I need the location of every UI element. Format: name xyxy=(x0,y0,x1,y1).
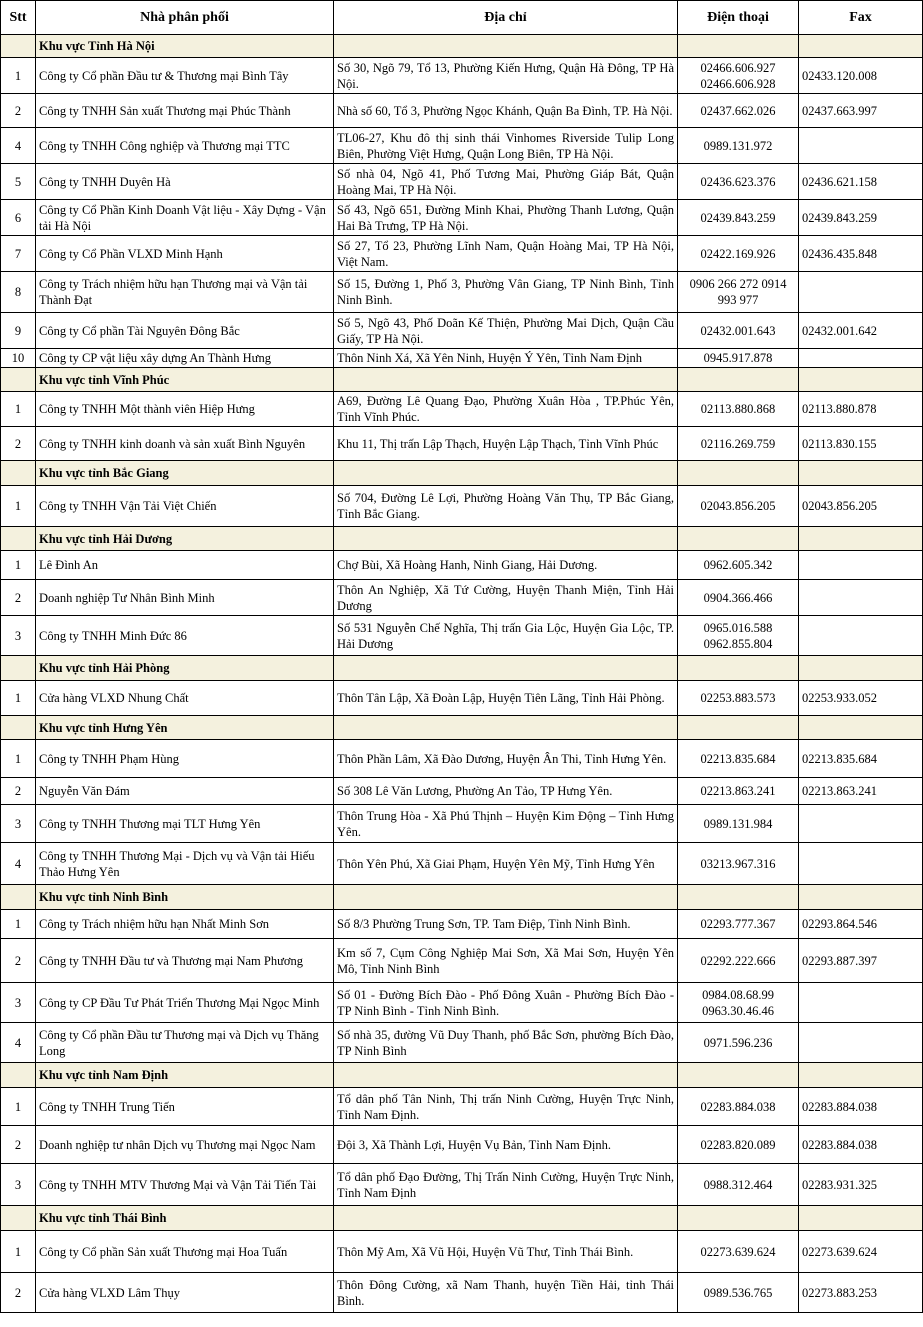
table-row xyxy=(1,392,923,427)
row-fax xyxy=(799,551,923,580)
row-phone: 02293.777.367 xyxy=(678,910,799,939)
row-distributor-name: Công ty TNHH Công nghiệp và Thương mại TTC xyxy=(36,128,334,164)
row-distributor-name: Công ty TNHH Thương Mại - Dịch vụ và Vận tải Hiếu Thảo Hưng Yên xyxy=(36,843,334,885)
row-stt: 1 xyxy=(1,551,36,580)
header-stt: Stt xyxy=(1,1,36,35)
table-row xyxy=(1,551,923,580)
row-fax: 02043.856.205 xyxy=(799,486,923,527)
row-fax: 02283.884.038 xyxy=(799,1126,923,1164)
row-stt: 1 xyxy=(1,486,36,527)
row-address: Số nhà 35, đường Vũ Duy Thanh, phố Bắc Sơn, phường Bích Đào, TP Ninh Bình xyxy=(334,1023,678,1063)
region-row xyxy=(1,716,923,740)
row-distributor-name: Doanh nghiệp tư nhân Dịch vụ Thương mại Ngọc Nam xyxy=(36,1126,334,1164)
row-distributor-name: Công ty TNHH kinh doanh và sản xuất Bình Nguyên xyxy=(36,427,334,461)
row-stt: 1 xyxy=(1,1231,36,1273)
region-fax-cell xyxy=(799,527,923,551)
row-stt: 1 xyxy=(1,910,36,939)
region-row xyxy=(1,527,923,551)
region-fax-cell xyxy=(799,656,923,681)
row-address: Chợ Bùi, Xã Hoàng Hanh, Ninh Giang, Hải Dương. xyxy=(334,551,678,580)
row-address: Thôn An Nghiệp, Xã Tứ Cường, Huyện Thanh Miện, Tỉnh Hải Dương xyxy=(334,580,678,616)
row-fax: 02437.663.997 xyxy=(799,94,923,128)
table-row xyxy=(1,128,923,164)
region-label: Khu vực tỉnh Vĩnh Phúc xyxy=(36,368,334,392)
row-fax xyxy=(799,843,923,885)
row-phone: 0988.312.464 xyxy=(678,1164,799,1206)
row-stt: 1 xyxy=(1,58,36,94)
header-name: Nhà phân phối xyxy=(36,1,334,35)
row-address: Số 43, Ngõ 651, Đường Minh Khai, Phường Thanh Lương, Quận Hai Bà Trưng, TP Hà Nội. xyxy=(334,200,678,236)
row-fax: 02433.120.008 xyxy=(799,58,923,94)
region-address-cell xyxy=(334,656,678,681)
region-fax-cell xyxy=(799,461,923,486)
region-row xyxy=(1,1063,923,1088)
row-fax: 02273.883.253 xyxy=(799,1273,923,1313)
row-distributor-name: Công ty Cổ phần Đầu tư Thương mại và Dịch vụ Thăng Long xyxy=(36,1023,334,1063)
row-distributor-name: Công ty Cổ Phần VLXD Minh Hạnh xyxy=(36,236,334,272)
table-row xyxy=(1,200,923,236)
table-row xyxy=(1,94,923,128)
table-row xyxy=(1,580,923,616)
table-row xyxy=(1,983,923,1023)
row-fax xyxy=(799,128,923,164)
region-address-cell xyxy=(334,35,678,58)
row-distributor-name: Công ty TNHH Một thành viên Hiệp Hưng xyxy=(36,392,334,427)
row-distributor-name: Công ty TNHH Phạm Hùng xyxy=(36,740,334,778)
row-fax: 02283.884.038 xyxy=(799,1088,923,1126)
row-fax: 02293.864.546 xyxy=(799,910,923,939)
row-phone: 03213.967.316 xyxy=(678,843,799,885)
row-distributor-name: Công ty Cổ phần Đầu tư & Thương mại Bình Tây xyxy=(36,58,334,94)
row-fax xyxy=(799,616,923,656)
row-address: Nhà số 60, Tổ 3, Phường Ngọc Khánh, Quận Ba Đình, TP. Hà Nội. xyxy=(334,94,678,128)
header-row xyxy=(1,1,923,35)
region-phone-cell xyxy=(678,885,799,910)
row-fax xyxy=(799,1023,923,1063)
row-phone: 0971.596.236 xyxy=(678,1023,799,1063)
table-row xyxy=(1,1023,923,1063)
region-row xyxy=(1,656,923,681)
row-address: Tổ dân phố Đạo Đường, Thị Trấn Ninh Cường, Huyện Trực Ninh, Tỉnh Nam Định xyxy=(334,1164,678,1206)
row-distributor-name: Công ty Trách nhiệm hữu hạn Thương mại và Vận tải Thành Đạt xyxy=(36,272,334,313)
region-fax-cell xyxy=(799,368,923,392)
row-fax: 02253.933.052 xyxy=(799,681,923,716)
row-stt: 1 xyxy=(1,740,36,778)
row-distributor-name: Lê Đình An xyxy=(36,551,334,580)
row-fax: 02293.887.397 xyxy=(799,939,923,983)
region-row xyxy=(1,368,923,392)
row-distributor-name: Cửa hàng VLXD Lâm Thụy xyxy=(36,1273,334,1313)
table-row xyxy=(1,843,923,885)
region-phone-cell xyxy=(678,527,799,551)
table-row xyxy=(1,486,923,527)
row-fax xyxy=(799,805,923,843)
header-address: Địa chỉ xyxy=(334,1,678,35)
row-phone: 02283.820.089 xyxy=(678,1126,799,1164)
region-address-cell xyxy=(334,1063,678,1088)
row-distributor-name: Công ty TNHH Đầu tư và Thương mại Nam Phương xyxy=(36,939,334,983)
row-phone: 02043.856.205 xyxy=(678,486,799,527)
region-label: Khu vực tỉnh Ninh Bình xyxy=(36,885,334,910)
row-phone: 0989.131.984 xyxy=(678,805,799,843)
region-fax-cell xyxy=(799,1206,923,1231)
region-stt-cell xyxy=(1,656,36,681)
region-stt-cell xyxy=(1,1063,36,1088)
row-fax: 02432.001.642 xyxy=(799,313,923,349)
row-fax xyxy=(799,580,923,616)
region-address-cell xyxy=(334,1206,678,1231)
row-stt: 2 xyxy=(1,94,36,128)
row-address: Khu 11, Thị trấn Lập Thạch, Huyện Lập Thạch, Tỉnh Vĩnh Phúc xyxy=(334,427,678,461)
row-phone: 0906 266 272 0914 993 977 xyxy=(678,272,799,313)
table-row xyxy=(1,349,923,368)
region-phone-cell xyxy=(678,1063,799,1088)
row-stt: 5 xyxy=(1,164,36,200)
row-stt: 1 xyxy=(1,681,36,716)
row-address: Tổ dân phố Tân Ninh, Thị trấn Ninh Cường, Huyện Trực Ninh, Tỉnh Nam Định. xyxy=(334,1088,678,1126)
row-phone: 0962.605.342 xyxy=(678,551,799,580)
row-address: Số 27, Tổ 23, Phường Lĩnh Nam, Quận Hoàng Mai, TP Hà Nội, Việt Nam. xyxy=(334,236,678,272)
table-row xyxy=(1,164,923,200)
row-stt: 3 xyxy=(1,1164,36,1206)
row-stt: 2 xyxy=(1,939,36,983)
row-address: Số 15, Đường 1, Phố 3, Phường Vân Giang, TP Ninh Bình, Tỉnh Ninh Bình. xyxy=(334,272,678,313)
row-address: Số 30, Ngõ 79, Tổ 13, Phường Kiến Hưng, Quận Hà Đông, TP Hà Nội. xyxy=(334,58,678,94)
table-row xyxy=(1,427,923,461)
region-phone-cell xyxy=(678,368,799,392)
region-fax-cell xyxy=(799,716,923,740)
region-phone-cell xyxy=(678,461,799,486)
row-phone: 02439.843.259 xyxy=(678,200,799,236)
region-label: Khu vực tỉnh Thái Bình xyxy=(36,1206,334,1231)
row-distributor-name: Công ty CP vật liệu xây dựng An Thành Hưng xyxy=(36,349,334,368)
row-phone: 02292.222.666 xyxy=(678,939,799,983)
region-label: Khu vực tỉnh Hải Dương xyxy=(36,527,334,551)
row-address: Số 531 Nguyễn Chế Nghĩa, Thị trấn Gia Lộc, Huyện Gia Lộc, TP. Hải Dương xyxy=(334,616,678,656)
row-fax xyxy=(799,349,923,368)
row-stt: 4 xyxy=(1,128,36,164)
region-fax-cell xyxy=(799,885,923,910)
row-address: Thôn Ninh Xá, Xã Yên Ninh, Huyện Ý Yên, Tỉnh Nam Định xyxy=(334,349,678,368)
row-stt: 3 xyxy=(1,616,36,656)
row-address: Thôn Phần Lâm, Xã Đào Dương, Huyện Ân Thi, Tỉnh Hưng Yên. xyxy=(334,740,678,778)
row-distributor-name: Công ty TNHH MTV Thương Mại và Vận Tải Tiến Tài xyxy=(36,1164,334,1206)
row-stt: 3 xyxy=(1,983,36,1023)
row-distributor-name: Doanh nghiệp Tư Nhân Bình Minh xyxy=(36,580,334,616)
row-phone: 02437.662.026 xyxy=(678,94,799,128)
row-stt: 2 xyxy=(1,1273,36,1313)
row-phone: 0984.08.68.99 0963.30.46.46 xyxy=(678,983,799,1023)
region-label: Khu vực tỉnh Hải Phòng xyxy=(36,656,334,681)
row-distributor-name: Công ty Trách nhiệm hữu hạn Nhất Minh Sơn xyxy=(36,910,334,939)
row-fax: 02113.880.878 xyxy=(799,392,923,427)
table-row xyxy=(1,1088,923,1126)
row-distributor-name: Công ty TNHH Minh Đức 86 xyxy=(36,616,334,656)
table-body xyxy=(1,35,923,1313)
region-stt-cell xyxy=(1,1206,36,1231)
row-address: Số 8/3 Phường Trung Sơn, TP. Tam Điệp, Tỉnh Ninh Bình. xyxy=(334,910,678,939)
row-fax: 02213.863.241 xyxy=(799,778,923,805)
row-stt: 10 xyxy=(1,349,36,368)
row-distributor-name: Công ty TNHH Sản xuất Thương mại Phúc Thành xyxy=(36,94,334,128)
row-address: Số 704, Đường Lê Lợi, Phường Hoàng Văn Thụ, TP Bắc Giang, Tỉnh Bắc Giang. xyxy=(334,486,678,527)
region-label: Khu vực tỉnh Nam Định xyxy=(36,1063,334,1088)
row-address: Thôn Yên Phú, Xã Giai Phạm, Huyện Yên Mỹ, Tỉnh Hưng Yên xyxy=(334,843,678,885)
row-fax: 02283.931.325 xyxy=(799,1164,923,1206)
table-row xyxy=(1,910,923,939)
region-label: Khu vực tỉnh Hưng Yên xyxy=(36,716,334,740)
table-row xyxy=(1,1164,923,1206)
table-row xyxy=(1,58,923,94)
row-phone: 02113.880.868 xyxy=(678,392,799,427)
row-address: Km số 7, Cụm Công Nghiệp Mai Sơn, Xã Mai Sơn, Huyện Yên Mô, Tỉnh Ninh Bình xyxy=(334,939,678,983)
row-phone: 0989.131.972 xyxy=(678,128,799,164)
row-phone: 0989.536.765 xyxy=(678,1273,799,1313)
row-stt: 2 xyxy=(1,580,36,616)
row-stt: 4 xyxy=(1,843,36,885)
region-address-cell xyxy=(334,885,678,910)
region-row xyxy=(1,1206,923,1231)
row-address: Số 5, Ngõ 43, Phố Doãn Kế Thiện, Phường Mai Dịch, Quận Cầu Giấy, TP Hà Nội. xyxy=(334,313,678,349)
row-fax: 02213.835.684 xyxy=(799,740,923,778)
row-address: Thôn Trung Hòa - Xã Phú Thịnh – Huyện Kim Động – Tỉnh Hưng Yên. xyxy=(334,805,678,843)
row-phone: 02432.001.643 xyxy=(678,313,799,349)
table-row xyxy=(1,236,923,272)
header-fax: Fax xyxy=(799,1,923,35)
row-address: Thôn Mỹ Am, Xã Vũ Hội, Huyện Vũ Thư, Tỉnh Thái Bình. xyxy=(334,1231,678,1273)
row-address: Thôn Tân Lập, Xã Đoàn Lập, Huyện Tiên Lãng, Tỉnh Hải Phòng. xyxy=(334,681,678,716)
table-row xyxy=(1,805,923,843)
region-address-cell xyxy=(334,527,678,551)
row-distributor-name: Công ty Cổ Phần Kinh Doanh Vật liệu - Xây Dựng - Vận tải Hà Nội xyxy=(36,200,334,236)
row-stt: 3 xyxy=(1,805,36,843)
region-label: Khu vực Tỉnh Hà Nội xyxy=(36,35,334,58)
row-distributor-name: Công ty Cổ phần Tài Nguyên Đông Bắc xyxy=(36,313,334,349)
row-stt: 1 xyxy=(1,1088,36,1126)
row-stt: 6 xyxy=(1,200,36,236)
row-distributor-name: Công ty CP Đầu Tư Phát Triển Thương Mại Ngọc Minh xyxy=(36,983,334,1023)
table-row xyxy=(1,778,923,805)
row-address: Thôn Đông Cường, xã Nam Thanh, huyện Tiền Hải, tỉnh Thái Bình. xyxy=(334,1273,678,1313)
row-address: Số 01 - Đường Bích Đào - Phố Đông Xuân - Phường Bích Đào - TP Ninh Bình - Tỉnh Ninh Bình. xyxy=(334,983,678,1023)
region-stt-cell xyxy=(1,368,36,392)
region-stt-cell xyxy=(1,461,36,486)
header-phone: Điện thoại xyxy=(678,1,799,35)
table-row xyxy=(1,616,923,656)
row-phone: 02253.883.573 xyxy=(678,681,799,716)
region-phone-cell xyxy=(678,656,799,681)
row-address: Đội 3, Xã Thành Lợi, Huyện Vụ Bản, Tỉnh Nam Định. xyxy=(334,1126,678,1164)
region-row xyxy=(1,461,923,486)
row-phone: 02116.269.759 xyxy=(678,427,799,461)
table-row xyxy=(1,740,923,778)
table-row xyxy=(1,939,923,983)
region-address-cell xyxy=(334,368,678,392)
row-phone: 0945.917.878 xyxy=(678,349,799,368)
table-row xyxy=(1,272,923,313)
row-distributor-name: Công ty TNHH Trung Tiến xyxy=(36,1088,334,1126)
region-address-cell xyxy=(334,461,678,486)
region-row xyxy=(1,885,923,910)
table-row xyxy=(1,1126,923,1164)
region-row xyxy=(1,35,923,58)
row-fax: 02273.639.624 xyxy=(799,1231,923,1273)
row-distributor-name: Cửa hàng VLXD Nhung Chất xyxy=(36,681,334,716)
row-address: TL06-27, Khu đô thị sinh thái Vinhomes Riverside Tulip Long Biên, Phường Việt Hưng, Quận Long Biên, TP Hà Nội. xyxy=(334,128,678,164)
row-phone: 0904.366.466 xyxy=(678,580,799,616)
row-phone: 02283.884.038 xyxy=(678,1088,799,1126)
row-phone: 0965.016.588 0962.855.804 xyxy=(678,616,799,656)
region-stt-cell xyxy=(1,716,36,740)
region-phone-cell xyxy=(678,716,799,740)
row-stt: 2 xyxy=(1,1126,36,1164)
row-fax: 02436.435.848 xyxy=(799,236,923,272)
region-stt-cell xyxy=(1,35,36,58)
row-fax xyxy=(799,983,923,1023)
row-distributor-name: Nguyễn Văn Đám xyxy=(36,778,334,805)
table-row xyxy=(1,313,923,349)
row-stt: 2 xyxy=(1,778,36,805)
table-row xyxy=(1,1231,923,1273)
row-stt: 8 xyxy=(1,272,36,313)
row-fax xyxy=(799,272,923,313)
row-phone: 02466.606.927 02466.606.928 xyxy=(678,58,799,94)
table-row xyxy=(1,1273,923,1313)
row-stt: 9 xyxy=(1,313,36,349)
region-stt-cell xyxy=(1,885,36,910)
row-phone: 02213.835.684 xyxy=(678,740,799,778)
row-address: Số nhà 04, Ngõ 41, Phố Tương Mai, Phường Giáp Bát, Quận Hoàng Mai, TP Hà Nội. xyxy=(334,164,678,200)
region-phone-cell xyxy=(678,35,799,58)
row-phone: 02273.639.624 xyxy=(678,1231,799,1273)
row-fax: 02113.830.155 xyxy=(799,427,923,461)
region-phone-cell xyxy=(678,1206,799,1231)
region-fax-cell xyxy=(799,1063,923,1088)
row-stt: 4 xyxy=(1,1023,36,1063)
row-stt: 2 xyxy=(1,427,36,461)
region-stt-cell xyxy=(1,527,36,551)
row-address: Số 308 Lê Văn Lương, Phường An Tảo, TP Hưng Yên. xyxy=(334,778,678,805)
row-address: A69, Đường Lê Quang Đạo, Phường Xuân Hòa , TP.Phúc Yên, Tỉnh Vĩnh Phúc. xyxy=(334,392,678,427)
row-distributor-name: Công ty TNHH Vận Tải Việt Chiến xyxy=(36,486,334,527)
region-fax-cell xyxy=(799,35,923,58)
row-phone: 02436.623.376 xyxy=(678,164,799,200)
row-fax: 02439.843.259 xyxy=(799,200,923,236)
row-stt: 1 xyxy=(1,392,36,427)
row-distributor-name: Công ty TNHH Duyên Hà xyxy=(36,164,334,200)
region-address-cell xyxy=(334,716,678,740)
table-row xyxy=(1,681,923,716)
row-fax: 02436.621.158 xyxy=(799,164,923,200)
row-stt: 7 xyxy=(1,236,36,272)
row-phone: 02213.863.241 xyxy=(678,778,799,805)
row-phone: 02422.169.926 xyxy=(678,236,799,272)
row-distributor-name: Công ty Cổ phần Sản xuất Thương mại Hoa Tuấn xyxy=(36,1231,334,1273)
region-label: Khu vực tỉnh Bắc Giang xyxy=(36,461,334,486)
row-distributor-name: Công ty TNHH Thương mại TLT Hưng Yên xyxy=(36,805,334,843)
